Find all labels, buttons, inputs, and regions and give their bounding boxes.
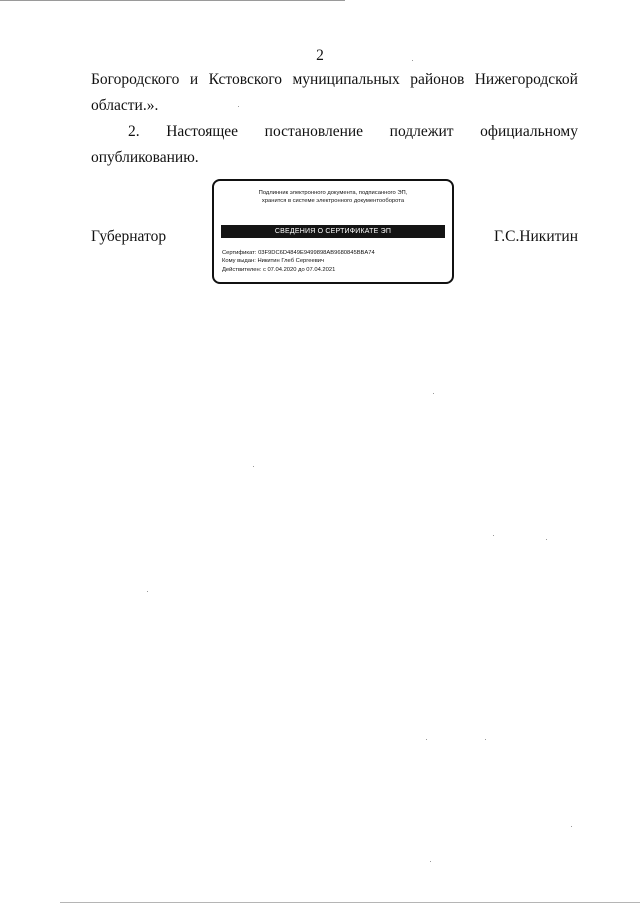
word: Кстовского (208, 71, 283, 88)
word: и (189, 71, 199, 88)
body-line-2: области.». (91, 97, 159, 114)
word: муниципальных (292, 71, 400, 88)
validity-row (222, 266, 375, 274)
e-signature-stamp (212, 179, 454, 284)
word: Настоящее (166, 123, 239, 140)
stamp-header (214, 189, 452, 205)
scan-speck (430, 861, 431, 862)
issued-to-label: Кому выдан: (222, 258, 256, 265)
paragraph-number: 2. (128, 123, 140, 140)
body-line-1 (91, 70, 578, 90)
stamp-header-line: хранится в системе электронного документооборота (261, 198, 405, 204)
word: Нижегородской (474, 71, 578, 88)
top-rule (0, 0, 345, 1)
word: районов (410, 71, 465, 88)
stamp-fields (222, 249, 375, 274)
validity-value: с 07.04.2020 до 07.04.2021 (262, 266, 336, 273)
certificate-row (222, 249, 375, 257)
scan-speck (546, 539, 547, 540)
body-line-3 (91, 122, 578, 142)
issued-to-value: Никитин Глеб Сергеевич (257, 258, 325, 265)
issued-to-row (222, 257, 375, 265)
validity-label: Действителен: (222, 266, 262, 273)
scan-speck (412, 60, 413, 61)
certificate-value: 03F9DC6D4849E9499898AB9680845BBA74 (258, 250, 375, 256)
scan-speck (238, 106, 239, 107)
stamp-band: СВЕДЕНИЯ О СЕРТИФИКАТЕ ЭП (221, 225, 445, 238)
scan-speck (147, 591, 148, 592)
scan-speck (571, 826, 572, 827)
page-number: 2 (316, 47, 324, 64)
signer-name: Г.С.Никитин (494, 228, 578, 245)
signer-title: Губернатор (91, 228, 167, 245)
scan-speck (253, 466, 254, 467)
stamp-header-line: Подлинник электронного документа, подписанного ЭП, (258, 190, 408, 196)
body-line-4: опубликованию. (91, 149, 199, 166)
certificate-label: Сертификат: (222, 250, 257, 256)
word: подлежит (389, 123, 454, 140)
scan-speck (485, 739, 486, 740)
scan-speck (493, 535, 494, 536)
scan-speck (426, 739, 427, 740)
scan-speck (433, 393, 434, 394)
word: постановление (264, 123, 364, 140)
word: Богородского (91, 71, 180, 88)
bottom-rule (60, 902, 640, 903)
word: официальному (480, 123, 578, 140)
